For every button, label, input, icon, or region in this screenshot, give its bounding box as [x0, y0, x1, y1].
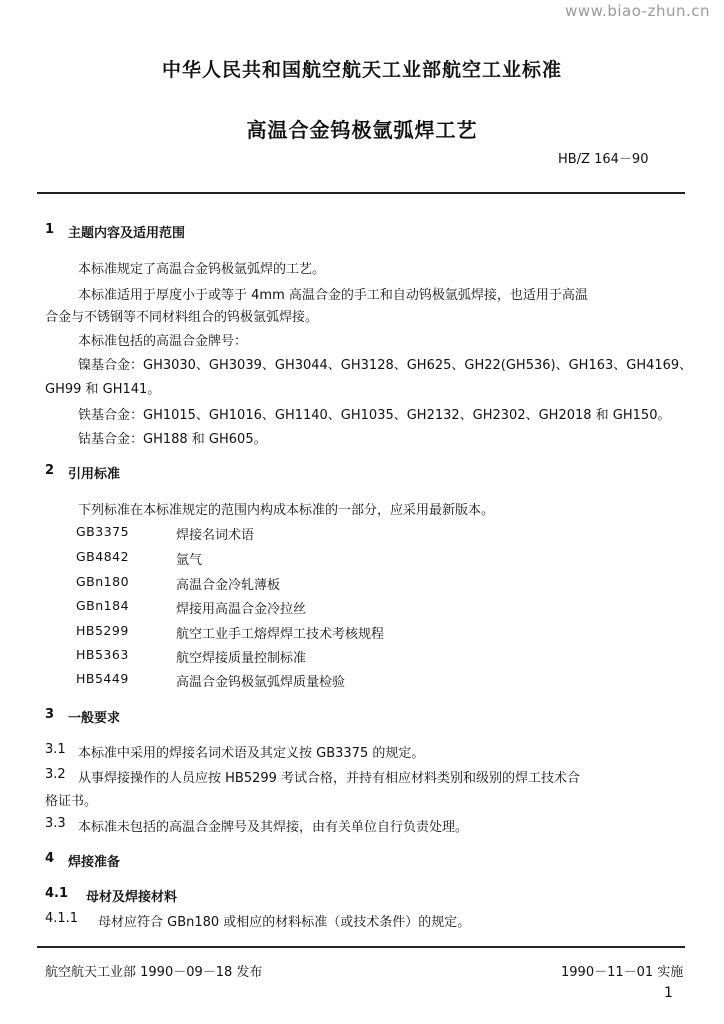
- clause-4-1-1-text: 母材应符合 GBn180 或相应的材料标准（或技术条件）的规定。: [98, 915, 471, 930]
- reference-name: 焊接用高温合金冷拉丝: [176, 602, 307, 617]
- section-2-intro: 下列标准在本标准规定的范围内构成本标准的一部分，应采用最新版本。: [78, 503, 495, 518]
- section-1-paragraph-2-line-1: 本标准适用于厚度小于或等于 4mm 高温合金的手工和自动钨极氩弧焊接，也适用于高温: [78, 288, 588, 303]
- reference-name: 氩气: [176, 553, 203, 568]
- section-4-number: 4: [45, 851, 55, 866]
- clause-4-1-number: 4.1: [45, 886, 69, 901]
- section-2-title: 引用标准: [68, 467, 121, 482]
- reference-name: 航空工业手工熔焊焊工技术考核规程: [176, 627, 385, 642]
- section-1-paragraph-2-line-2: 合金与不锈钢等不同材料组合的钨极氩弧焊接。: [45, 310, 319, 325]
- section-1-paragraph-3: 本标准包括的高温合金牌号：: [78, 334, 248, 349]
- section-3-title: 一般要求: [68, 711, 121, 726]
- reference-name: 高温合金冷轧薄板: [176, 578, 281, 593]
- reference-code: GB3375: [76, 524, 130, 539]
- reference-code: GBn180: [76, 574, 130, 589]
- issue-date: 航空航天工业部 1990－09－18 发布: [45, 965, 263, 980]
- clause-3-1-number: 3.1: [45, 742, 66, 757]
- section-3-number: 3: [45, 707, 55, 722]
- issuing-organization: 中华人民共和国航空航天工业部航空工业标准: [161, 59, 562, 81]
- section-1-number: 1: [45, 222, 55, 237]
- reference-code: HB5299: [76, 623, 129, 638]
- clause-3-1-text: 本标准中采用的焊接名词术语及其定义按 GB3375 的规定。: [78, 746, 425, 761]
- document-title: 高温合金钨极氩弧焊工艺: [246, 118, 478, 142]
- standard-code: HB/Z 164－90: [558, 152, 649, 167]
- section-2-number: 2: [45, 463, 55, 478]
- clause-3-2-line-2: 格证书。: [45, 794, 98, 809]
- nickel-alloys-line-2: GH99 和 GH141。: [45, 382, 161, 397]
- section-4-title: 焊接准备: [68, 855, 121, 870]
- clause-4-1-1-number: 4.1.1: [45, 911, 79, 926]
- clause-3-3-text: 本标准未包括的高温合金牌号及其焊接，由有关单位自行负责处理。: [78, 820, 469, 835]
- footer-divider: [37, 946, 685, 948]
- clause-3-2-number: 3.2: [45, 767, 66, 782]
- clause-3-2-line-1: 从事焊接操作的人员应按 HB5299 考试合格，并持有相应材料类别和级别的焊工技术合: [78, 771, 581, 786]
- reference-name: 高温合金钨极氩弧焊质量检验: [176, 675, 346, 690]
- cobalt-alloys: 钴基合金：GH188 和 GH605。: [78, 432, 267, 447]
- clause-4-1-title: 母材及焊接材料: [86, 890, 178, 905]
- reference-name: 航空焊接质量控制标准: [176, 651, 307, 666]
- reference-name: 焊接名词术语: [176, 528, 255, 543]
- iron-alloys: 铁基合金：GH1015、GH1016、GH1140、GH1035、GH2132、GH2302、GH2018 和 GH150。: [78, 408, 671, 423]
- reference-code: GB4842: [76, 549, 130, 564]
- effective-date: 1990－11－01 实施: [561, 965, 684, 980]
- page-number: 1: [664, 985, 673, 1001]
- reference-code: HB5449: [76, 671, 129, 686]
- clause-3-3-number: 3.3: [45, 816, 66, 831]
- section-1-title: 主题内容及适用范围: [68, 226, 186, 241]
- watermark: www.biao-zhun.cn: [565, 2, 710, 20]
- section-1-paragraph-1: 本标准规定了高温合金钨极氩弧焊的工艺。: [78, 262, 326, 277]
- nickel-alloys-line-1: 镍基合金：GH3030、GH3039、GH3044、GH3128、GH625、GH22(GH536)、GH163、GH4169、: [78, 358, 693, 373]
- reference-code: GBn184: [76, 598, 130, 613]
- header-divider: [37, 192, 685, 194]
- reference-code: HB5363: [76, 647, 129, 662]
